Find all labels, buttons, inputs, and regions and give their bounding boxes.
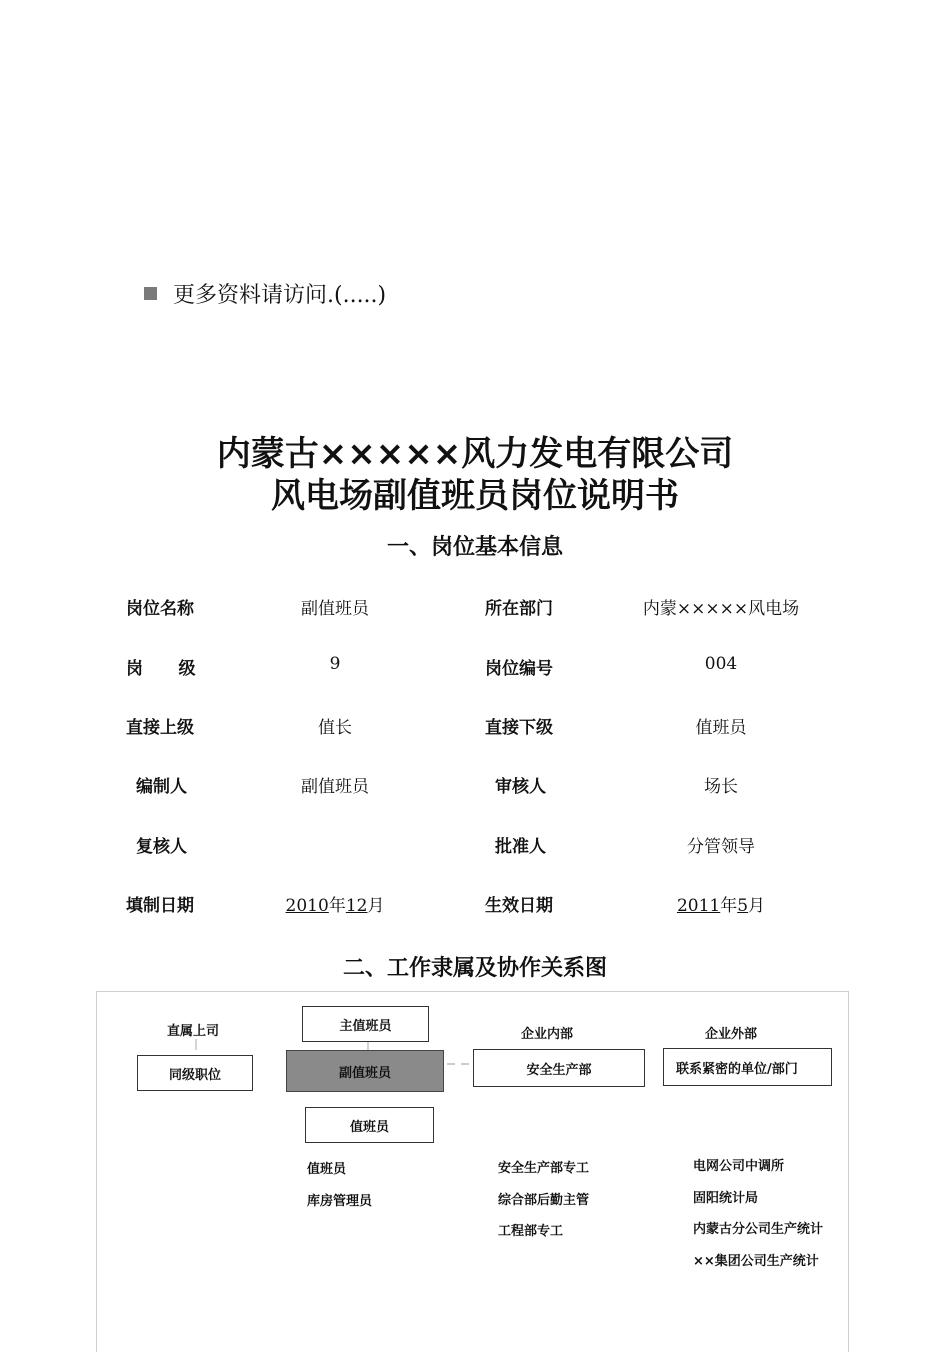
relationship-diagram — [96, 991, 849, 1352]
fill-date-month: 12 — [345, 896, 368, 916]
label-direct-subordinate: 直接下级 — [485, 718, 553, 738]
external-item: 电网公司中调所 — [693, 1159, 785, 1174]
label-position-code: 岗位编号 — [485, 659, 553, 679]
label-external: 企业外部 — [705, 1027, 758, 1042]
section-heading-basic-info: 一、岗位基本信息 — [386, 535, 563, 560]
label-department: 所在部门 — [485, 599, 553, 619]
effective-date-month: 5 — [737, 896, 749, 916]
box-chief-operator: 主值班员 — [302, 1006, 429, 1042]
bullet-square-icon — [144, 287, 157, 300]
value-department: 内蒙×××××风电场 — [642, 599, 800, 619]
fill-date-year: 2010 — [285, 896, 329, 916]
value-direct-subordinate: 值班员 — [695, 718, 747, 738]
label-fill-date: 填制日期 — [126, 896, 194, 916]
label-approver: 批准人 — [495, 837, 546, 857]
external-item: ××集团公司生产统计 — [693, 1254, 819, 1269]
subordinate-item: 值班员 — [307, 1162, 347, 1177]
value-direct-superior: 值长 — [318, 718, 352, 738]
label-direct-superior-node: 直属上司 — [167, 1024, 220, 1039]
value-grade: 9 — [329, 654, 341, 674]
value-reviewer: 场长 — [704, 777, 738, 797]
box-external-units: 联系紧密的单位/部门 — [663, 1048, 832, 1086]
header-note — [144, 278, 386, 309]
external-item: 内蒙古分公司生产统计 — [693, 1222, 824, 1237]
value-approver: 分管领导 — [687, 837, 755, 857]
box-duty-operator: 值班员 — [305, 1107, 434, 1143]
label-preparer: 编制人 — [136, 777, 187, 797]
section-heading-relations: 二、工作隶属及协作关系图 — [342, 956, 607, 981]
value-fill-date: 2010年12月 — [285, 896, 385, 916]
value-position-name: 副值班员 — [301, 599, 369, 619]
effective-date-year: 2011 — [676, 896, 721, 916]
label-grade: 岗 级 — [126, 659, 196, 679]
header-note-text: 更多资料请访问.(.....) — [173, 283, 387, 308]
external-item: 固阳统计局 — [693, 1191, 759, 1206]
box-same-level: 同级职位 — [137, 1055, 253, 1091]
document-title-line2: 风电场副值班员岗位说明书 — [271, 476, 679, 516]
value-effective-date: 2011年5月 — [676, 896, 766, 916]
box-deputy-operator: 副值班员 — [286, 1050, 444, 1092]
internal-item: 安全生产部专工 — [498, 1161, 590, 1176]
internal-item: 综合部后勤主管 — [498, 1193, 590, 1208]
label-position-name: 岗位名称 — [126, 599, 194, 619]
subordinate-item: 库房管理员 — [307, 1194, 373, 1209]
value-position-code: 004 — [704, 654, 738, 674]
value-preparer: 副值班员 — [301, 777, 369, 797]
label-internal: 企业内部 — [521, 1027, 574, 1042]
label-direct-superior: 直接上级 — [126, 718, 194, 738]
label-rechecker: 复核人 — [136, 837, 187, 857]
label-reviewer: 审核人 — [495, 777, 546, 797]
label-effective-date: 生效日期 — [485, 896, 553, 916]
document-title-line1: 内蒙古×××××风力发电有限公司 — [216, 434, 734, 474]
internal-item: 工程部专工 — [498, 1224, 564, 1239]
box-safety-production: 安全生产部 — [473, 1049, 645, 1087]
